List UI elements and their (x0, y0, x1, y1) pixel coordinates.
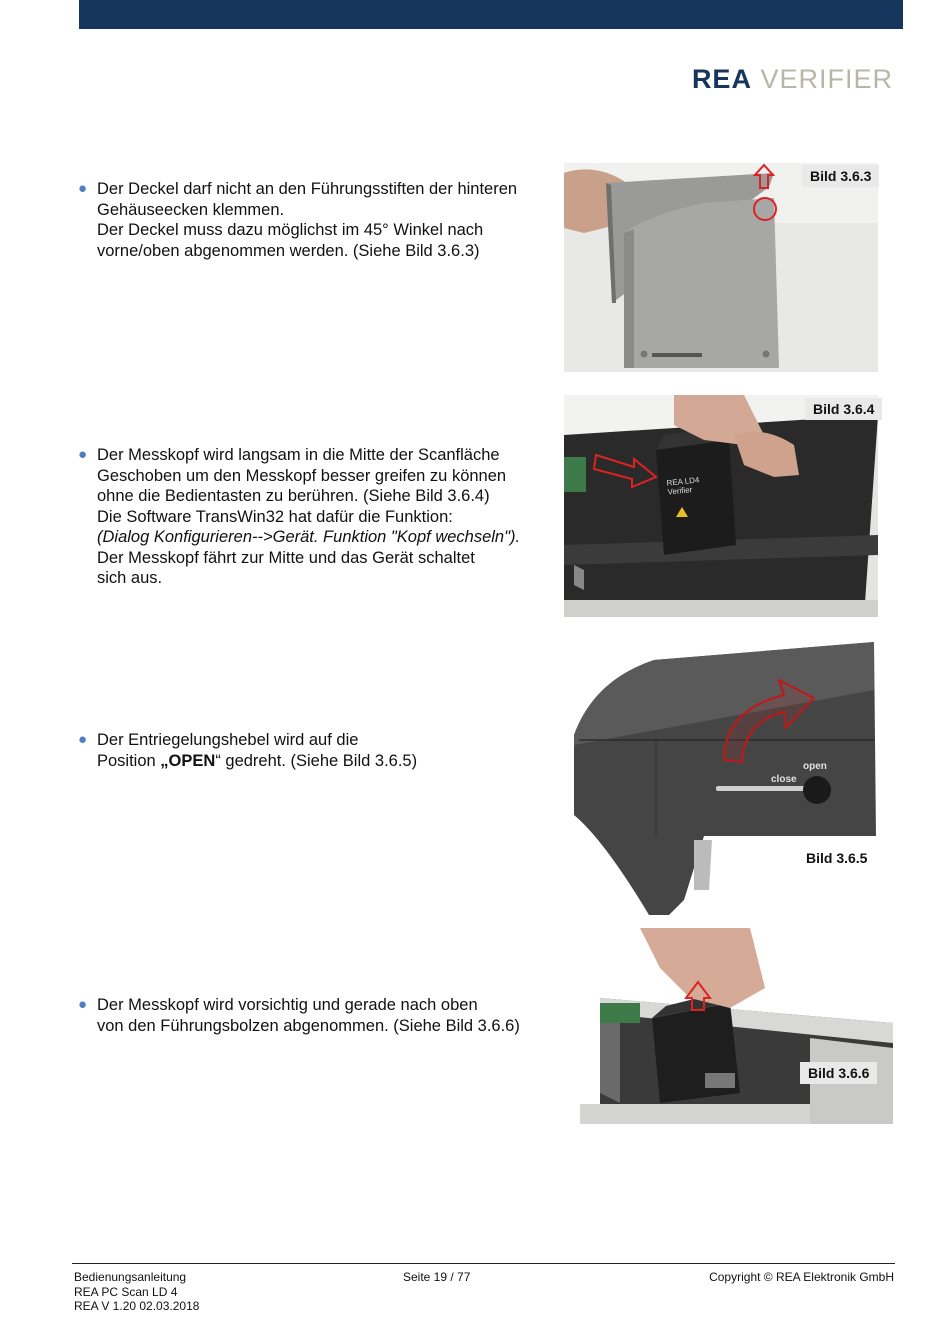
instruction-release-lever (78, 730, 417, 771)
footer-doc-type: Bedienungsanleitung (74, 1270, 187, 1284)
text-line: Geschoben um den Messkopf besser greifen zu können (97, 466, 507, 485)
text-line: (Dialog Konfigurieren-->Gerät. Funktion "Kopf wechseln"). (97, 528, 521, 546)
text-line: Der Messkopf fährt zur Mitte und das Gerät schaltet (97, 548, 475, 567)
text-line: Der Deckel darf nicht an den Führungsstiften der hinteren (97, 180, 518, 198)
brand-light: VERIFIER (760, 64, 893, 94)
photo-lift-head (580, 928, 893, 1124)
text-line: von den Führungsbolzen abgenommen. (Siehe Bild 3.6.6) (97, 1016, 520, 1035)
text-line: sich aus. (97, 569, 163, 587)
footer-product: REA PC Scan LD 4 (74, 1284, 178, 1299)
text-line: vorne/oben abgenommen werden. (Siehe Bild 3.6.3) (97, 241, 480, 260)
text-line: Der Entriegelungshebel wird auf die (97, 731, 359, 749)
text-segment: “ gedreht. (Siehe Bild 3.6.5) (215, 751, 418, 770)
bullet-icon: ● (78, 731, 88, 748)
device-label (666, 475, 701, 496)
text-line: ohne die Bedientasten zu berühren. (Siehe Bild 3.6.4) (97, 487, 490, 505)
photo-release-lever (574, 640, 878, 915)
footer-copyright: Copyright © REA Elektronik GmbH (709, 1270, 894, 1284)
brand-bold: REA (691, 64, 752, 94)
bullet-icon: ● (78, 996, 88, 1013)
figure-caption: Bild 3.6.6 (800, 1062, 877, 1084)
footer-divider (72, 1263, 895, 1264)
text-line: Die Software TransWin32 hat dafür die Funktion: (97, 507, 453, 526)
header-bar (79, 0, 903, 29)
page-number: Seite 19 / 77 (403, 1270, 471, 1284)
instruction-cover-removal (78, 179, 517, 261)
footer-left (74, 1270, 199, 1314)
figure-caption: Bild 3.6.4 (805, 398, 882, 420)
brand-logo (692, 64, 893, 95)
text-line: Der Messkopf wird vorsichtig und gerade nach oben (97, 996, 478, 1014)
open-label: open (803, 761, 827, 772)
photo-cover-removal (564, 163, 878, 372)
figure-caption: Bild 3.6.3 (802, 165, 879, 187)
device-label-line: REA LD4 (666, 475, 700, 488)
instruction-move-head (78, 445, 520, 589)
text-line (97, 751, 417, 772)
instruction-lift-head (78, 995, 520, 1036)
figure-caption: Bild 3.6.5 (798, 847, 875, 869)
bullet-icon: ● (78, 180, 88, 197)
text-line: Gehäuseecken klemmen. (97, 200, 285, 219)
bullet-icon: ● (78, 446, 88, 463)
device-label-line: Verifier (667, 485, 693, 497)
footer-version: REA V 1.20 02.03.2018 (74, 1299, 200, 1313)
text-line: Der Deckel muss dazu möglichst im 45° Winkel nach (97, 221, 484, 239)
open-keyword: „OPEN (160, 751, 216, 770)
text-line: Der Messkopf wird langsam in die Mitte der Scanfläche (97, 446, 500, 464)
text-segment: Position (97, 751, 161, 770)
photo-move-head (564, 395, 878, 617)
close-label: close (771, 774, 797, 785)
